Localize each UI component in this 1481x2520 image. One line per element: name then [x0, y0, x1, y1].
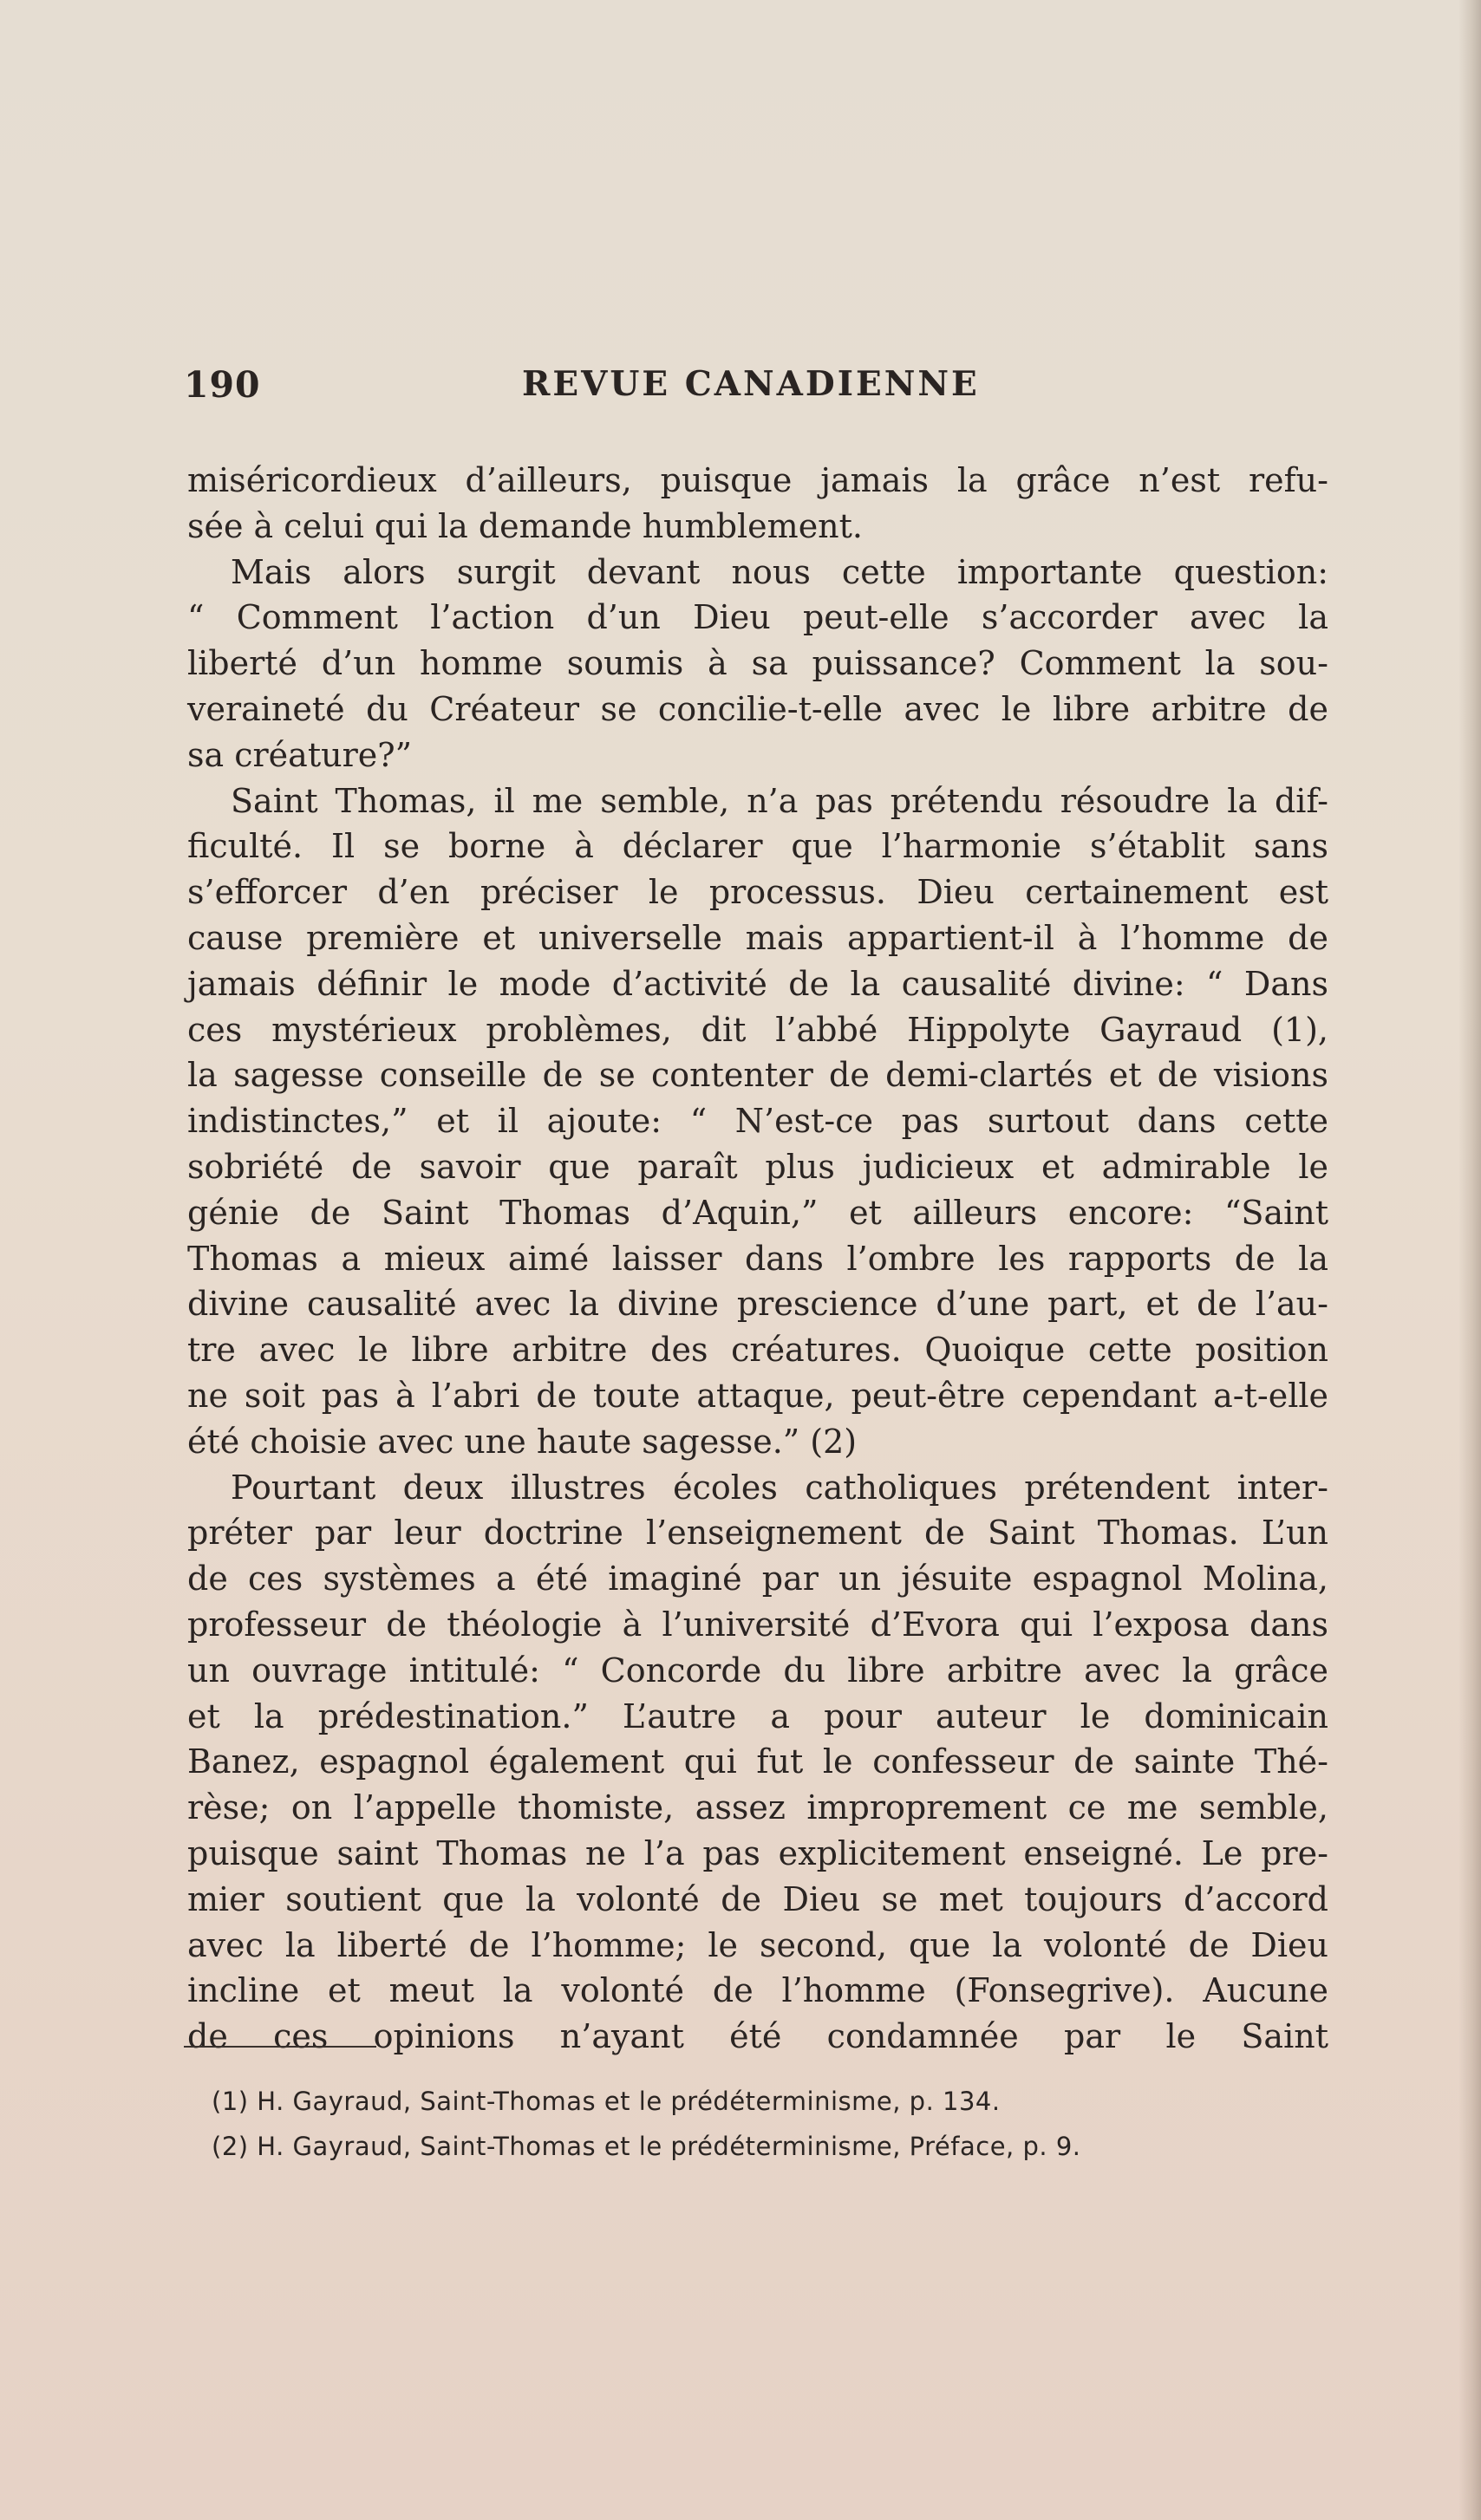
footnote-2: (2) H. Gayraud, Saint-Thomas et le prédéterminisme, Préface, p. 9. — [212, 2132, 1081, 2161]
text-line: Pourtant deux illustres écoles catholiques prétendent inter- — [231, 1468, 1328, 1507]
text-line: un ouvrage intitulé: “ Concorde du libre arbitre avec la grâce — [187, 1651, 1328, 1690]
footnote-rule — [184, 2046, 376, 2048]
text-line: cause première et universelle mais appartient-il à l’homme de — [187, 918, 1328, 957]
text-line: tre avec le libre arbitre des créatures. Quoique cette position — [187, 1331, 1328, 1370]
footnotes — [212, 2079, 1295, 2169]
journal-title: REVUE CANADIENNE — [522, 364, 980, 404]
page-number: 190 — [184, 364, 261, 406]
text-line: ficulté. Il se borne à déclarer que l’harmonie s’établit sans — [187, 827, 1328, 866]
text-line: veraineté du Créateur se concilie-t-elle avec le libre arbitre de — [187, 689, 1328, 728]
text-line: “ Comment l’action d’un Dieu peut-elle s’accorder avec la — [187, 598, 1328, 637]
text-line: sa créature?” — [187, 735, 413, 774]
page-edge-shadow — [1458, 0, 1481, 2520]
text-line: liberté d’un homme soumis à sa puissance? Comment la sou- — [187, 644, 1328, 683]
text-line: indistinctes,” et il ajoute: “ N’est-ce pas surtout dans cette — [187, 1102, 1328, 1141]
text-line: la sagesse conseille de se contenter de demi-clartés et de visions — [187, 1056, 1328, 1095]
text-line: de ces systèmes a été imaginé par un jésuite espagnol Molina, — [187, 1560, 1328, 1599]
text-line: professeur de théologie à l’université d’Evora qui l’exposa dans — [187, 1605, 1328, 1644]
text-line: rèse; on l’appelle thomiste, assez improprement ce me semble, — [187, 1788, 1328, 1827]
text-line: Mais alors surgit devant nous cette importante question: — [231, 552, 1328, 591]
text-line: jamais définir le mode d’activité de la causalité divine: “ Dans — [187, 964, 1328, 1003]
text-line: s’efforcer d’en préciser le processus. Dieu certainement est — [187, 873, 1328, 912]
text-line: ne soit pas à l’abri de toute attaque, peut-être cependant a-t-elle — [187, 1376, 1328, 1415]
text-line: divine causalité avec la divine prescience d’une part, et de l’au- — [187, 1285, 1328, 1324]
text-line: sobriété de savoir que paraît plus judicieux et admirable le — [187, 1147, 1328, 1186]
text-line: et la prédestination.” L’autre a pour auteur le dominicain — [187, 1696, 1328, 1735]
text-line: préter par leur doctrine l’enseignement de Saint Thomas. L’un — [187, 1514, 1328, 1553]
running-head — [184, 364, 1325, 416]
footnote-1: (1) H. Gayraud, Saint-Thomas et le prédéterminisme, p. 134. — [212, 2087, 1001, 2116]
text-line: miséricordieux d’ailleurs, puisque jamais la grâce n’est refu- — [187, 461, 1328, 499]
text-line: mier soutient que la volonté de Dieu se met toujours d’accord — [187, 1879, 1328, 1918]
text-line: Banez, espagnol également qui fut le confesseur de sainte Thé- — [187, 1742, 1328, 1781]
body-text — [187, 458, 1328, 2060]
text-line: génie de Saint Thomas d’Aquin,” et ailleurs encore: “Saint — [187, 1193, 1328, 1232]
text-line: sée à celui qui la demande humblement. — [187, 506, 863, 545]
text-line: ces mystérieux problèmes, dit l’abbé Hippolyte Gayraud (1), — [187, 1010, 1328, 1049]
text-line: Thomas a mieux aimé laisser dans l’ombre les rapports de la — [187, 1239, 1328, 1278]
text-line: incline et meut la volonté de l’homme (Fonsegrive). Aucune — [187, 1971, 1328, 2010]
text-line: Saint Thomas, il me semble, n’a pas prétendu résoudre la dif- — [231, 781, 1328, 820]
text-line: de ces opinions n’ayant été condamnée par le Saint — [187, 2017, 1328, 2056]
text-line: puisque saint Thomas ne l’a pas explicitement enseigné. Le pre- — [187, 1833, 1328, 1872]
text-line: avec la liberté de l’homme; le second, que la volonté de Dieu — [187, 1925, 1328, 1964]
text-line: été choisie avec une haute sagesse.” (2) — [187, 1422, 858, 1461]
